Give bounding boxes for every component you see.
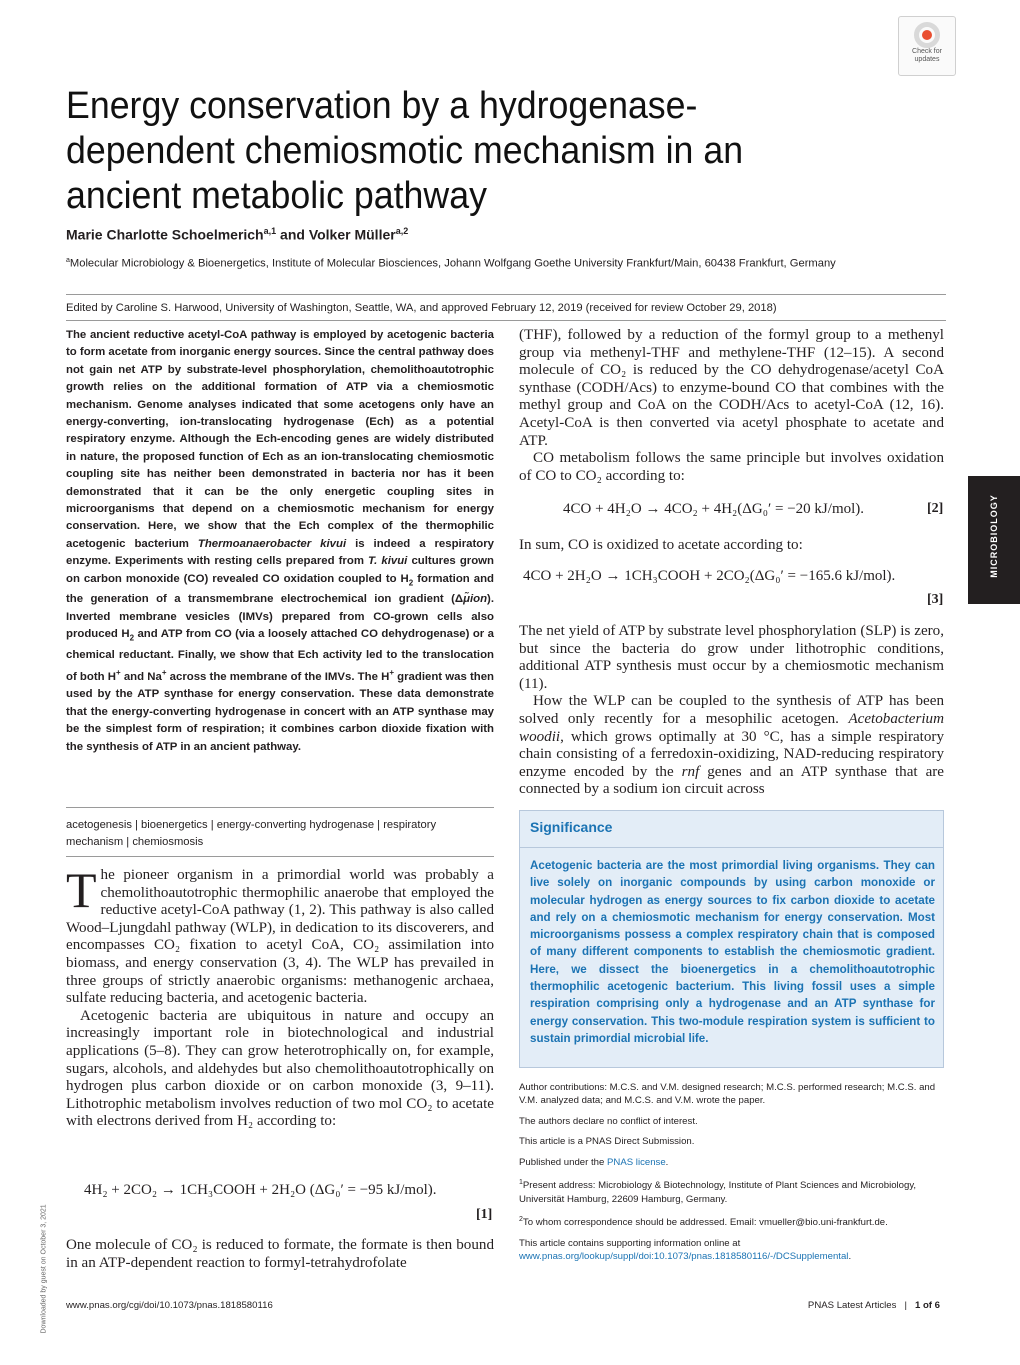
crossmark-icon: [914, 22, 940, 48]
body-paragraph: Acetogenic bacteria are ubiquitous in nature and occupy an increasingly important role in biotechnological and industrial applications (5–8). They can grow heterotrophically on, for example, sugars, alcohols, and aldehydes but also chemolithoautotrophically on hydrogen plus carbon dioxide or on carbon monoxide (3, 9–11). Lithotrophic metabolism involves reduction of two mol CO₂ to acetate with electrons derived from H₂ according to:: [66, 1007, 494, 1130]
body-paragraph: How the WLP can be coupled to the synthesis of ATP has been solved only recently for a mesophilic acetogen. Acetobacterium woodii, which grows optimally at 30 °C, has a simple respiratory chain consisting of a ferredoxin-oxidizing, NAD-reducing respiratory enzyme encoded by the rnf genes and an ATP synthase that are connected by a sodium ion circuit across: [519, 693, 944, 798]
body-column-right-continued: [519, 537, 944, 555]
keywords: acetogenesis | bioenergetics | energy-converting hydrogenase | respiratory mechanism | chemiosmosis: [66, 819, 437, 848]
body-paragraph: he pioneer organism in a primordial world was probably a chemolithoautotrophic thermophilic anaerobe that employed the reductive acetyl-CoA pathway (1, 2). This pathway is also called Wood–Ljungdahl pathway (WLP), in dedication to its discoverers, and encompasses CO₂ fixation to acetyl CoA, CO₂ assimilation into biomass, and energy conservation (3, 4). The WLP has prevailed in three groups of strictly anaerobic organisms: methanogenic archaea, sulfate reducing bacteria, and acetogenic bacteria.: [66, 867, 494, 1007]
footer-journal: [808, 1300, 940, 1311]
license-note: Published under the PNAS license.: [519, 1156, 669, 1168]
author-name: Volker Müller: [308, 226, 396, 243]
body-paragraph: In sum, CO is oxidized to acetate according to:: [519, 537, 803, 553]
equation-number: [1]: [476, 1207, 493, 1222]
significance-box: [519, 810, 944, 1068]
divider: [66, 856, 494, 857]
footer-separator: |: [904, 1300, 907, 1311]
section-tab: [968, 476, 1020, 604]
species-name: Acetobacterium woodii: [519, 710, 944, 745]
supporting-info-note: This article contains supporting information online at www.pnas.org/lookup/suppl/doi:10.1073/pnas.1818580116/-/DCSupplemental.: [519, 1237, 852, 1263]
author-contributions: Author contributions: M.C.S. and V.M. designed research; M.C.S. performed research; M.C.S. and V.M. analyzed data; and M.C.S. and V.M. wrote the paper.: [519, 1082, 936, 1107]
body-column-right-continued: [519, 623, 944, 799]
divider: [66, 320, 946, 321]
equation-1: 4H₂ + 2CO₂ → 1CH₃COOH + 2H₂O (ΔG₀′ = −95 kJ/mol).: [84, 1182, 437, 1198]
significance-heading: Significance: [530, 819, 613, 835]
divider: [520, 847, 943, 848]
author-list: [66, 226, 408, 243]
license-link[interactable]: PNAS license: [607, 1156, 666, 1168]
significance-text: Acetogenic bacteria are the most primordial living organisms. They can live solely on inorganic compounds by using carbon monoxide or molecular hydrogen as energy sources to fix carbon dioxide to acetate and rely on a chemiosmotic mechanism for energy conservation. Most microorganisms possess a complex respiratory chain that is composed of many different components to establish the chemiosmotic gradient. Here, we dissect the bioenergetics in a chemolithoautotrophic thermophilic acetogenic bacterium. This living fossil uses a simple respiration comprising only a hydrogenase and an ATP synthase for energy conservation. This two-module respiration system is sufficient to sustain primordial microbial life.: [530, 859, 935, 1045]
body-column-left: [66, 862, 494, 1131]
affiliation: [66, 253, 936, 272]
abstract: The ancient reductive acetyl-CoA pathway is employed by acetogenic bacteria to form acetate from inorganic energy sources. Since the central pathway does not gain net ATP by substrate-level phosphorylation, chemolithoautotrophic growth relies on the additional formation of ATP via a chemiosmotic mechanism. Genome analyses indicated that some acetogens only have an energy-converting, ion-translocating hydrogenase (Ech) as a potential respiratory enzyme. Although the Ech-encoding genes are widely distributed in nature, the proposed function of Ech as an ion-translocating chemiosmotic coupling site has neither been demonstrated in bacteria nor has it been demonstrated that it can be the only energetic coupling sites in microorganisms that depend on a chemiosmotic mechanism for energy conservation. Here, we show that the Ech complex of the thermophilic acetogenic bacterium Thermoanaerobacter kivui is indeed a respiratory enzyme. Experiments with resting cells prepared from T. kivui cultures grown on carbon monoxide (CO) revealed CO oxidation coupled to $H_2$ formation and the generation of a transmembrane electrochemical ion gradient (Δμ̃ion). Inverted membrane vesicles (IMVs) prepared from CO-grown cells also produced $H_2$ and ATP from CO (via a loosely attached CO dehydrogenase) or a chemical reductant. Finally, we show that Ech activity led to the translocation of both H+ and Na+ across the membrane of the IMVs. The H+ gradient was then used by the ATP synthase for energy conservation. These data demonstrate that the energy-converting hydrogenase in concert with an ATP synthase may be the simplest form of respiration; it combines carbon dioxide fixation with the synthesis of ATP in an ancient pathway.: [66, 329, 495, 753]
gene-name: rnf: [681, 763, 700, 780]
body-column-right: [519, 327, 944, 485]
species-name: Thermoanaerobacter kivui: [197, 537, 347, 550]
download-note: Downloaded by guest on October 3, 2021: [40, 1204, 48, 1334]
supplemental-link[interactable]: www.pnas.org/lookup/suppl/doi:10.1073/pnas.1818580116/-/DCSupplemental: [519, 1251, 849, 1263]
footnote-2: $^2$To whom correspondence should be addressed. Email: vmueller@bio.uni-frankfurt.de.: [519, 1216, 888, 1229]
body-paragraph: CO metabolism follows the same principle but involves oxidation of CO to CO₂ according to:: [519, 450, 944, 484]
footer-doi[interactable]: www.pnas.org/cgi/doi/10.1073/pnas.1818580116: [66, 1300, 273, 1311]
body-paragraph: One molecule of CO₂ is reduced to formate, the formate is then bound in an ATP-dependent reaction to formyl-tetrahydrofolate: [66, 1237, 494, 1271]
pnas-watermark: [0, 165, 66, 845]
equation-number: [2]: [927, 501, 944, 516]
author-affil-mark: a,2: [395, 226, 409, 236]
species-name: T. kivui: [368, 555, 408, 568]
author-conjunction: and: [276, 226, 309, 243]
conflict-statement: The authors declare no conflict of interest.: [519, 1115, 698, 1127]
author-affil-mark: a,1: [263, 226, 277, 236]
journal-name: PNAS Latest Articles: [807, 1300, 897, 1311]
divider: [66, 807, 494, 808]
submission-note: This article is a PNAS Direct Submission.: [519, 1136, 695, 1148]
equation-2: 4CO + 4H₂O → 4CO₂ + 4H₂(ΔG₀′ = −20 kJ/mol).: [563, 501, 865, 517]
equation-3: 4CO + 2H₂O → 1CH₃COOH + 2CO₂(ΔG₀′ = −165.6 kJ/mol).: [523, 568, 896, 584]
check-for-updates-badge[interactable]: [898, 16, 956, 76]
drop-cap: T: [66, 862, 97, 918]
divider: [66, 294, 946, 295]
affiliation-text: Molecular Microbiology & Bioenergetics, Institute of Molecular Biosciences, Johann Wolfgang Goethe University Frankfurt/Main, 60438 Frankfurt, Germany: [69, 257, 836, 270]
crossmark-label-1: Check for: [912, 48, 942, 55]
article-notes: [519, 1081, 944, 1270]
article-title: Energy conservation by a hydrogenase-dependent chemiosmotic mechanism in an ancient metabolic pathway: [66, 85, 744, 217]
section-tab-label: MICROBIOLOGY: [989, 494, 999, 578]
body-column-left-continued: [66, 1237, 494, 1272]
page-number: 1 of 6: [914, 1300, 940, 1311]
body-paragraph: (THF), followed by a reduction of the formyl group to a methenyl group via methenyl-THF and methylene-THF (12–15). A second molecule of CO₂ is reduced by the CO dehydrogenase/acetyl CoA synthase (CODH/Acs) to enzyme-bound CO that combines with the methyl group and CoA on the CODH/Acs to acetyl-CoA (12, 16). Acetyl-CoA is then converted via acetyl phosphate to acetate and ATP.: [519, 327, 944, 449]
equation-number: [3]: [927, 592, 944, 607]
edited-by: Edited by Caroline S. Harwood, University of Washington, Seattle, WA, and approved February 12, 2019 (received for review October 29, 2018): [66, 302, 777, 314]
body-paragraph: The net yield of ATP by substrate level phosphorylation (SLP) is zero, but since the bacteria do grow under lithotrophic conditions, additional ATP synthesis must occur by a chemiosmotic mechanism (11).: [519, 623, 944, 692]
footnote-1: $^1$Present address: Microbiology & Biotechnology, Institute of Plant Sciences and Microbiology, Universität Hamburg, 22609 Hamburg, Germany.: [519, 1179, 917, 1205]
affiliation-mark: a: [66, 257, 70, 264]
crossmark-label-2: updates: [914, 56, 940, 63]
author-name: Marie Charlotte Schoelmerich: [66, 226, 264, 243]
